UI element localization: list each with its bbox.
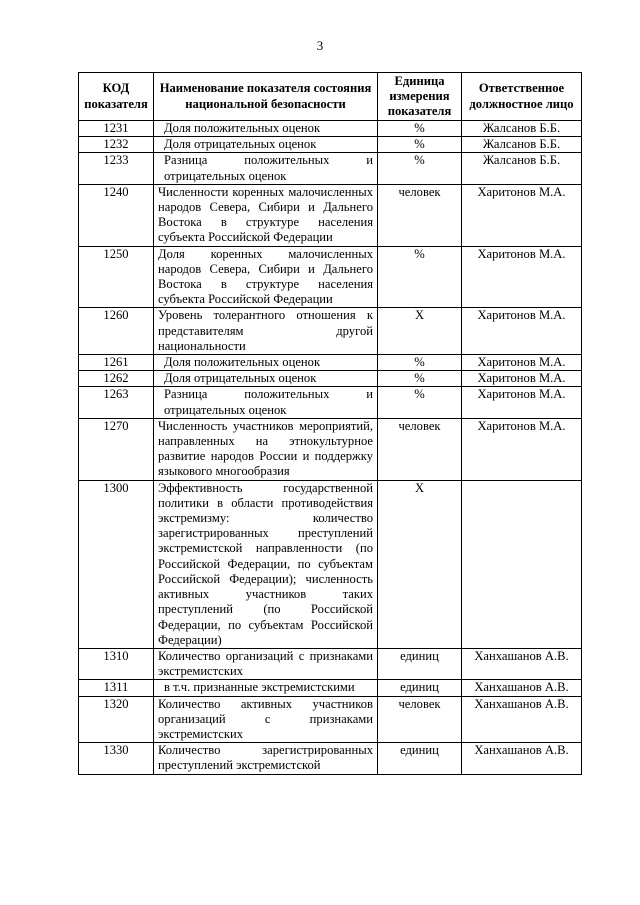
cell-responsible: Харитонов М.А. bbox=[462, 371, 582, 387]
cell-code: 1330 bbox=[79, 743, 154, 774]
cell-code: 1261 bbox=[79, 355, 154, 371]
page-number: 3 bbox=[316, 38, 324, 53]
cell-responsible: Харитонов М.А. bbox=[462, 184, 582, 246]
cell-responsible: Ханхашанов А.В. bbox=[462, 743, 582, 774]
cell-name: Количество организаций с признаками экстремистских bbox=[154, 648, 378, 679]
table-row bbox=[79, 121, 582, 137]
cell-name: Разница положительных и отрицательных оценок bbox=[154, 387, 378, 418]
cell-responsible: Харитонов М.А. bbox=[462, 355, 582, 371]
cell-unit: единиц bbox=[378, 648, 462, 679]
cell-code: 1250 bbox=[79, 246, 154, 308]
cell-unit: % bbox=[378, 246, 462, 308]
cell-responsible: Ханхашанов А.В. bbox=[462, 696, 582, 743]
cell-responsible: Ханхашанов А.В. bbox=[462, 680, 582, 696]
cell-unit: человек bbox=[378, 696, 462, 743]
cell-code: 1233 bbox=[79, 153, 154, 184]
cell-responsible: Ханхашанов А.В. bbox=[462, 648, 582, 679]
table-row bbox=[79, 137, 582, 153]
cell-unit: % bbox=[378, 153, 462, 184]
table-row bbox=[79, 696, 582, 743]
table-row bbox=[79, 418, 582, 480]
table-header-row bbox=[79, 73, 582, 121]
table-row bbox=[79, 480, 582, 648]
cell-code: 1270 bbox=[79, 418, 154, 480]
cell-unit: человек bbox=[378, 418, 462, 480]
cell-responsible: Жалсанов Б.Б. bbox=[462, 121, 582, 137]
cell-name: Доля положительных оценок bbox=[154, 121, 378, 137]
cell-name: Численности коренных малочисленных народов Севера, Сибири и Дальнего Востока в структуре населения субъекта Российской Федерации bbox=[154, 184, 378, 246]
header-code: КОД показателя bbox=[79, 73, 154, 121]
cell-responsible: Харитонов М.А. bbox=[462, 246, 582, 308]
table-row bbox=[79, 680, 582, 696]
cell-unit: % bbox=[378, 121, 462, 137]
cell-name: Численность участников мероприятий, направленных на этнокультурное развитие народов России и поддержку языкового многообразия bbox=[154, 418, 378, 480]
cell-unit: человек bbox=[378, 184, 462, 246]
cell-code: 1263 bbox=[79, 387, 154, 418]
cell-responsible: Харитонов М.А. bbox=[462, 308, 582, 355]
table-row bbox=[79, 387, 582, 418]
cell-code: 1240 bbox=[79, 184, 154, 246]
table-row bbox=[79, 246, 582, 308]
table-row bbox=[79, 153, 582, 184]
cell-responsible: Жалсанов Б.Б. bbox=[462, 153, 582, 184]
cell-responsible: Харитонов М.А. bbox=[462, 418, 582, 480]
cell-responsible: Жалсанов Б.Б. bbox=[462, 137, 582, 153]
cell-code: 1232 bbox=[79, 137, 154, 153]
cell-code: 1310 bbox=[79, 648, 154, 679]
cell-name: Доля отрицательных оценок bbox=[154, 371, 378, 387]
cell-code: 1300 bbox=[79, 480, 154, 648]
cell-name: Доля положительных оценок bbox=[154, 355, 378, 371]
cell-code: 1311 bbox=[79, 680, 154, 696]
table-row bbox=[79, 648, 582, 679]
table-row bbox=[79, 355, 582, 371]
cell-unit: % bbox=[378, 355, 462, 371]
table-row bbox=[79, 371, 582, 387]
cell-unit: % bbox=[378, 137, 462, 153]
cell-code: 1231 bbox=[79, 121, 154, 137]
cell-name: в т.ч. признанные экстремистскими bbox=[154, 680, 378, 696]
cell-unit: единиц bbox=[378, 743, 462, 774]
cell-unit: % bbox=[378, 387, 462, 418]
cell-unit: X bbox=[378, 480, 462, 648]
header-name: Наименование показателя состояния национальной безопасности bbox=[154, 73, 378, 121]
cell-name: Доля коренных малочисленных народов Севера, Сибири и Дальнего Востока в структуре населения субъекта Российской Федерации bbox=[154, 246, 378, 308]
cell-unit: X bbox=[378, 308, 462, 355]
cell-name: Доля отрицательных оценок bbox=[154, 137, 378, 153]
cell-responsible: Харитонов М.А. bbox=[462, 387, 582, 418]
cell-unit: единиц bbox=[378, 680, 462, 696]
cell-code: 1320 bbox=[79, 696, 154, 743]
table-row bbox=[79, 743, 582, 774]
cell-name: Количество активных участников организаций с признаками экстремистских bbox=[154, 696, 378, 743]
cell-name: Эффективность государственной политики в области противодействия экстремизму: количество зарегистрированных преступлений экстремистской направленности (по Российской Федерации, по субъектам Российской Федерации); численность активных участников таких преступлений (по Российской Федерации, по субъектам Российской Федерации) bbox=[154, 480, 378, 648]
cell-responsible bbox=[462, 480, 582, 648]
header-responsible: Ответственное должностное лицо bbox=[462, 73, 582, 121]
cell-name: Уровень толерантного отношения к представителям другой национальности bbox=[154, 308, 378, 355]
table-row bbox=[79, 308, 582, 355]
indicators-table bbox=[78, 72, 582, 775]
cell-code: 1260 bbox=[79, 308, 154, 355]
cell-code: 1262 bbox=[79, 371, 154, 387]
cell-name: Разница положительных и отрицательных оценок bbox=[154, 153, 378, 184]
table-row bbox=[79, 184, 582, 246]
cell-name: Количество зарегистрированных преступлений экстремистской bbox=[154, 743, 378, 774]
header-unit: Единица измерения показателя bbox=[378, 73, 462, 121]
cell-unit: % bbox=[378, 371, 462, 387]
